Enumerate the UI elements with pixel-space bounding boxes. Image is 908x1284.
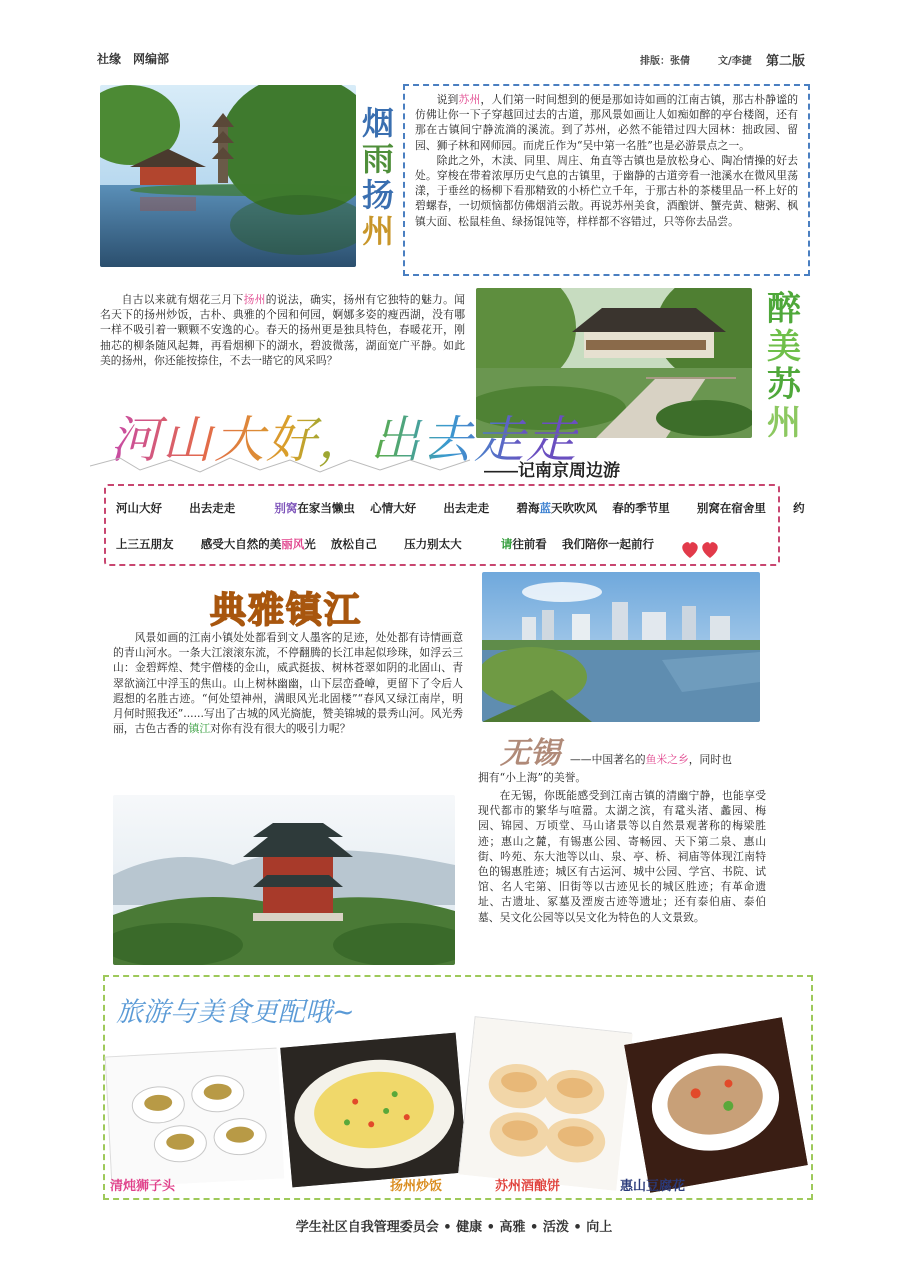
slogan-item: 河山大好	[116, 503, 162, 515]
yangzhou-para-highlight: 扬州	[243, 293, 266, 306]
food-photo-lion-head	[105, 1048, 284, 1187]
wuxi-intro-prefix: ——中国著名的	[570, 753, 646, 766]
slogan-item: 出去走走	[189, 503, 236, 515]
suzhou-p1-prefix: 说到	[436, 93, 459, 106]
suzhou-title-char: 美	[767, 327, 801, 367]
yangzhou-lake-photo	[100, 85, 356, 267]
zhenjiang-title: 典雅镇江	[210, 590, 363, 631]
slogan-item: 我们陪你一起前行	[562, 539, 655, 551]
footer-text: 学生社区自我管理委员会 • 健康 • 高雅 • 活泼 • 向上	[295, 1220, 613, 1235]
suzhou-p1-suffix: ，人们第一时间想到的便是那如诗如画的江南古镇，那古朴静谧的仿佛让你一下子穿越回过去的古道，那风景如画让人如痴如醉的亭台楼阁，还有那在古镇间宁静流淌的溪流。到了苏州，必然不能错过四大园林：拙政园、留园、狮子林和网师园。而虎丘作为“吴中第一名胜”也是必游景点之一。	[415, 93, 799, 152]
header-text-credit: 文/李捷	[718, 56, 752, 67]
header-left: 社缘 网编部	[97, 52, 170, 66]
slogan-item: 心情大好	[370, 503, 417, 515]
wuxi-title: 无锡	[500, 736, 560, 771]
food-section-title: 旅游与美食更配哦~	[116, 997, 355, 1028]
suzhou-text-box	[403, 84, 810, 276]
wuxi-intro-line-2: 拥有“小上海”的美誉。	[478, 771, 587, 784]
food-photo-wine-cake	[458, 1016, 632, 1190]
slogan-item: 别窝在家当懒虫	[274, 503, 355, 515]
suzhou-paragraph-1	[415, 92, 798, 153]
zhenjiang-para-highlight: 镇江	[188, 722, 211, 736]
food-label-wine-cake: 苏州酒酿饼	[495, 1178, 561, 1193]
zhenjiang-para-suffix: 对你有没有很大的吸引力呢？	[210, 722, 351, 736]
wuxi-paragraph: 在无锡，你既能感受到江南古镇的清幽宁静，也能享受现代都市的繁华与喧嚣。太湖之滨，有鼋头渚、蠡园、梅园、锦园、万顷堂、马山诸景等以自然景观著称的梅梁胜迹；惠山之麓，有锡惠公园、寄畅园、天下第二泉、惠山街、吟苑、东大池等以山、泉、亭、桥、祠庙等体现江南特色的锡惠胜迹；城区有古运河、城中公园、学宫、书院、试馆、名人宅第、旧街等以古迹见长的城区胜迹；有革命遗址、古遗址、冢墓及湮废古迹等遗址；还有泰伯庙、泰伯墓、吴文化公园等以吴文化为特色的人文景致。	[478, 789, 766, 924]
slogan-row-1	[116, 500, 829, 516]
slogan-item: 上三五朋友	[116, 539, 174, 551]
food-photo-tofu-pudding	[624, 1017, 808, 1193]
suzhou-paragraph-2: 除此之外，木渎、同里、周庄、角直等古镇也是放松身心、陶冶情操的好去处。穿梭在带着浓厚历史气息的古镇里，于幽静的古道旁看一池溪水在微风里荡漾，于垂丝的杨柳下看那精致的小桥伫立千年，于那古朴的茶楼里品一杯上好的碧螺春，一切烦恼都仿佛烟消云散。再说苏州美食，酒酿饼、蟹壳黄、糖粥、枫镇大面、松鼠桂鱼、绿扬馄饨等，样样都不容错过，只等你去品尝。	[415, 153, 798, 228]
yangzhou-text	[100, 292, 465, 368]
slogan-row-2	[116, 536, 678, 552]
zhenjiang-text	[113, 630, 463, 736]
main-title: 河山大好，出去走走	[110, 400, 578, 472]
wuxi-intro-line-1	[570, 752, 732, 767]
suzhou-title-char: 州	[767, 403, 801, 443]
yangzhou-para-prefix: 自古以来就有烟花三月下	[121, 293, 244, 306]
slogan-item: 压力别太大	[404, 539, 462, 551]
wuxi-intro-highlight: 鱼米之乡	[645, 753, 689, 766]
suzhou-title-char: 醉	[767, 289, 801, 329]
zhenjiang-pavilion-photo	[113, 795, 455, 965]
suzhou-title-char: 苏	[767, 365, 801, 405]
yangzhou-title-char: 扬	[361, 176, 394, 214]
food-label-lion-head: 清炖狮子头	[110, 1178, 176, 1193]
header-layout-credit: 排版：张倩	[640, 56, 690, 67]
header-edition: 第二版	[766, 54, 806, 69]
slogan-item: 春的季节里	[612, 503, 670, 515]
yangzhou-title-char: 雨	[361, 140, 394, 178]
yangzhou-title	[360, 105, 396, 249]
wuxi-text	[478, 788, 766, 925]
slogan-item: 放松自己	[330, 539, 377, 551]
zhenjiang-para-prefix: 风景如画的江南小镇处处都看到文人墨客的足迹，处处都有诗情画意的青山河水。一条大江滚滚东流，不停翻腾的长江串起似珍珠，如浮云三山：金碧辉煌、梵宇僧楼的金山，威武挺拔、树林苍翠如阴的北固山、青翠欲滴江中浮玉的焦山。山上树林幽幽，山下层峦叠嶂，更留下了令后人遐想的名胜古迹。“何处望神州，满眼风光北固楼”“春风又绿江南岸，明月何时照我还”......写出了古城的风光旖旎，赞美锦城的景秀山河。风光秀丽，古色古香的	[113, 631, 464, 736]
slogan-box	[104, 484, 780, 566]
slogan-item: 别窝在宿舍里	[696, 503, 766, 515]
food-label-tofu-pudding: 惠山豆腐花	[620, 1178, 686, 1193]
suzhou-p1-highlight: 苏州	[458, 93, 481, 106]
wuxi-city-photo	[482, 572, 760, 722]
slogan-item: 请往前看	[500, 539, 547, 551]
yangzhou-title-char: 烟	[361, 104, 394, 142]
zhenjiang-paragraph	[113, 630, 463, 736]
wuxi-intro-suffix: ，同时也	[688, 753, 732, 766]
suzhou-title	[764, 290, 804, 442]
yangzhou-para-suffix: 的说法，确实，扬州有它独特的魅力。闻名天下的扬州炒饭，古朴、典雅的个园和何园，婀娜多姿的瘦西湖，没有哪一样不吸引着一颗颗不安逸的心。春天的扬州更是独具特色，春暖花开，刚抽芯的柳条随风起舞，再看烟柳下的湖水，碧波微荡，湖面宽广平静。如此美的扬州，你还能按捺住，不去一睹它的风采吗？	[100, 293, 466, 367]
slogan-item: 约	[793, 503, 805, 515]
yangzhou-title-char: 州	[361, 212, 394, 250]
food-photo-fried-rice	[280, 1033, 468, 1188]
slogan-item: 碧海蓝天吹吹风	[516, 503, 598, 515]
yangzhou-paragraph	[100, 292, 465, 368]
food-label-fried-rice: 扬州炒饭	[390, 1178, 443, 1193]
slogan-item: 出去走走	[443, 503, 490, 515]
slogan-item: 感受大自然的美丽风光	[200, 539, 316, 551]
hearts-icon	[680, 540, 724, 562]
title-underline-scribble	[90, 452, 490, 476]
main-subtitle: ——记南京周边游	[484, 461, 620, 480]
